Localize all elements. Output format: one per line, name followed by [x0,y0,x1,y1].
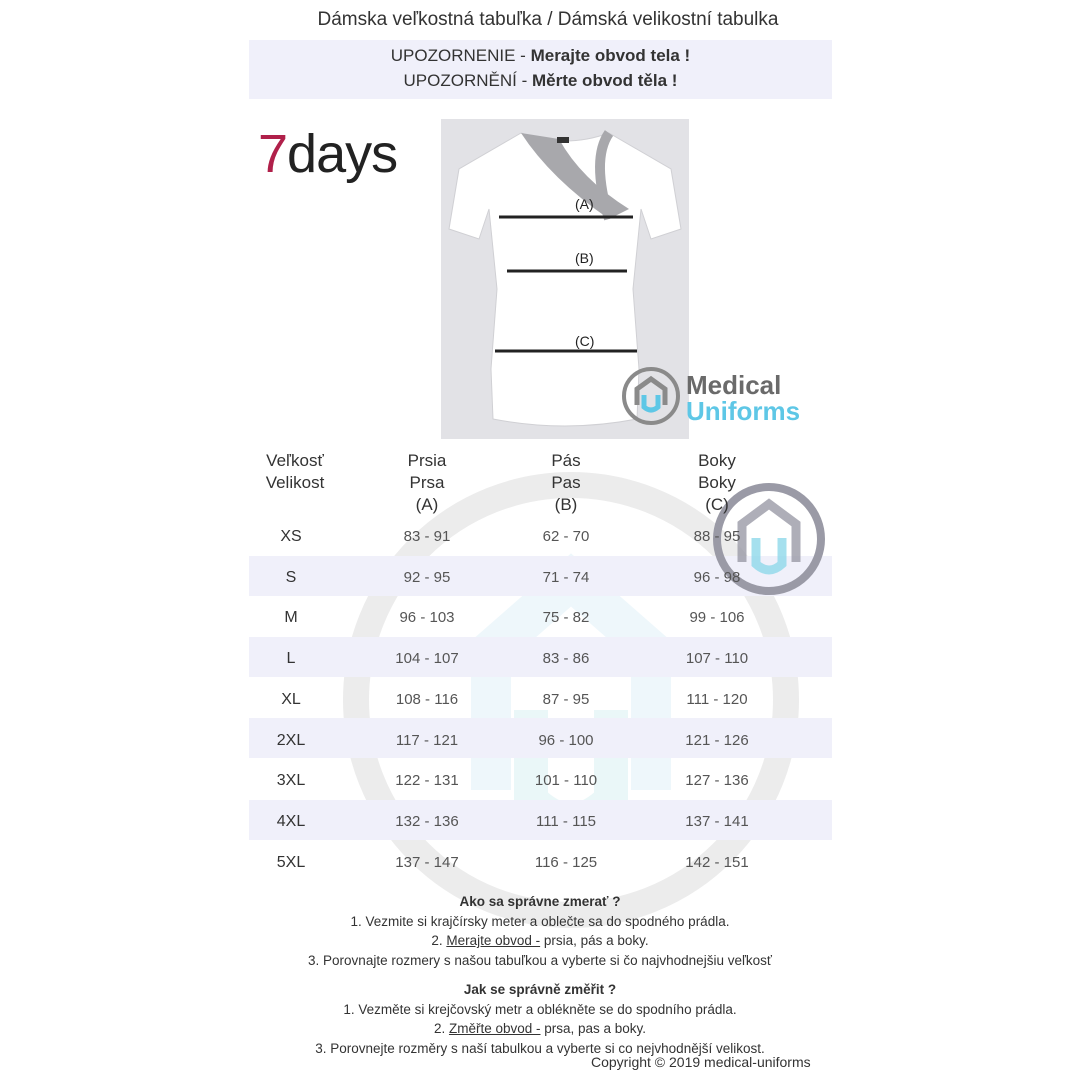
warning-cz: UPOZORNĚNÍ - Měrte obvod těla ! [403,71,678,90]
table-cell-bust: 92 - 95 [403,569,451,586]
table-cell-waist: 116 - 125 [534,854,598,871]
header-hips: Boky Boky (C) [698,451,736,514]
table-cell-bust: 117 - 121 [395,732,459,749]
header-size: Veľkosť Velikost [265,451,325,492]
table-cell-bust: 83 - 91 [403,528,451,545]
warning-sk: UPOZORNENIE - Merajte obvod tela ! [390,46,691,65]
instructions-sk: Ako sa správne zmerať ? 1. Vezmite si krajčírsky meter a oblečte sa do spodného prádla. 2. Merajte obvod - prsia, pás a boky. 3. Porovnajte rozmery s našou tabuľkou a vyberte si čo najvhodnejšiu veľkosť [308,894,772,968]
table-cell-waist: 62 - 70 [542,528,590,545]
table-cell-hips: 88 - 95 [693,528,741,545]
table-cell-waist: 83 - 86 [542,650,590,667]
table-cell-bust: 137 - 147 [395,854,459,871]
label-c: (C) [575,333,595,349]
table-cell-size: 2XL [276,732,306,749]
table-cell-bust: 132 - 136 [395,813,459,830]
warning-box [249,40,832,99]
table-cell-size: 5XL [276,854,306,871]
table-cell-hips: 111 - 120 [686,691,748,708]
table-cell-waist: 87 - 95 [542,691,590,708]
table-cell-hips: 127 - 136 [685,772,749,789]
table-cell-size: M [284,609,298,626]
brand-logo: 7days [258,124,398,184]
table-cell-bust: 108 - 116 [395,691,459,708]
table-cell-hips: 99 - 106 [689,609,745,626]
table-cell-waist: 101 - 110 [534,772,598,789]
table-cell-bust: 104 - 107 [395,650,459,667]
header-waist: Pás Pas (B) [551,451,581,514]
table-cell-waist: 71 - 74 [542,569,590,586]
table-cell-hips: 142 - 151 [685,854,749,871]
table-cell-size: XL [281,691,301,708]
table-cell-size: L [286,650,296,667]
table-cell-waist: 75 - 82 [542,609,590,626]
page-title: Dámska veľkostná tabuľka / Dámská velikostní tabulka [317,9,779,30]
table-cell-size: XS [280,528,302,545]
copyright: Copyright © 2019 medical-uniforms [591,1054,811,1070]
mu-logo-icon [620,365,682,427]
table-cell-hips: 137 - 141 [685,813,749,830]
medical-uniforms-logo: Medical Uniforms [620,365,840,431]
header-bust: Prsia Prsa (A) [407,451,447,514]
table-cell-hips: 121 - 126 [685,732,749,749]
label-b: (B) [575,250,594,266]
table-cell-hips: 96 - 98 [693,569,741,586]
instructions-cz: Jak se správně změřit ? 1. Vezměte si krejčovský metr a oblékněte se do spodního prádla. 2. Změřte obvod - prsa, pas a boky. 3. Porovnejte rozměry s naší tabulkou a vyberte si co nejvhodnější velikost. [315,982,765,1056]
table-cell-waist: 96 - 100 [538,732,594,749]
table-cell-hips: 107 - 110 [685,650,749,667]
table-cell-bust: 96 - 103 [399,609,455,626]
table-cell-bust: 122 - 131 [395,772,459,789]
table-cell-size: 3XL [276,772,306,789]
table-cell-size: S [285,569,297,586]
table-cell-size: 4XL [276,813,306,830]
table-cell-waist: 111 - 115 [535,813,597,830]
label-a: (A) [575,196,594,212]
